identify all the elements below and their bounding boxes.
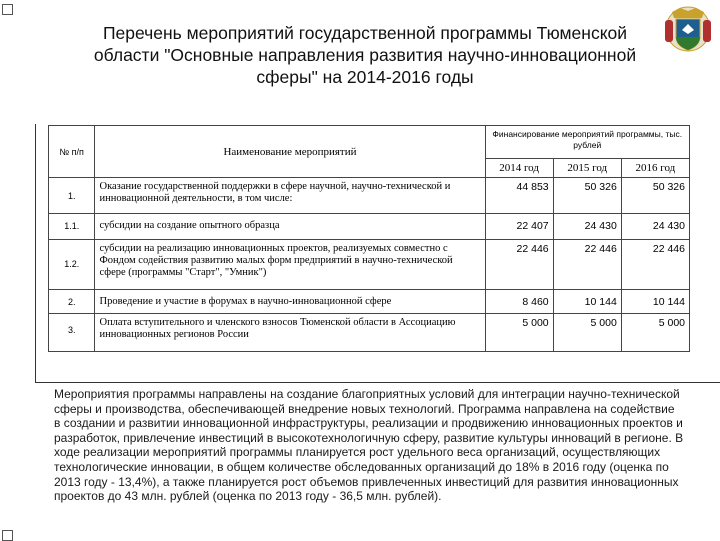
page-title: Перечень мероприятий государственной программы Тюменской области "Основные направления развития научно-инновационной сферы" на 2014-2016 годы <box>93 23 637 87</box>
row-name: субсидии на реализацию инновационных проектов, реализуемых совместно с Фондом содействия развитию малых форм предприятий в научно-технической сфере (программы "Старт", "Умник") <box>95 240 485 290</box>
program-description: Мероприятия программы направлены на создание благоприятных условий для интеграции научно-технической сферы и производства, обеспечивающей внедрение новых технологий. Программа направлена на содействие в создании и развитии инновационной инфраструктуры, реализации и продвижению инновационных проектов и разработок, привлечение инвестиций в высокотехнологичную сферу, развитие культуры инноваций в регионе. В ходе реализации мероприятий программы планируется рост удельного веса организаций, осуществляющих технологические инновации, в общем количестве обследованных организаций до 18% в 2016 году (оценка по 2013 году - 13,4%), а также планируется рост объемов привлеченных инвестиций для развития инновационных проектов до 43 млн. рублей (оценка по 2013 году - 36,5 млн. рублей). <box>54 387 684 504</box>
row-value: 22 446 <box>621 240 689 290</box>
table-row <box>49 214 690 240</box>
slide-bullet-bottom <box>2 530 13 541</box>
row-value: 5 000 <box>553 314 621 352</box>
row-name: Оплата вступительного и членского взносов Тюменской области в Ассоциацию инновационных регионов России <box>95 314 485 352</box>
frame-left-line <box>35 124 36 382</box>
coat-of-arms-icon <box>662 4 714 54</box>
table-header-row <box>49 126 690 159</box>
row-name: субсидии на создание опытного образца <box>95 214 485 240</box>
row-name: Оказание государственной поддержки в сфере научной, научно-технической и инновационной деятельности, в том числе: <box>95 178 485 214</box>
header-num: № п/п <box>49 126 95 178</box>
activities-table <box>48 125 690 352</box>
row-value: 24 430 <box>621 214 689 240</box>
row-num: 1. <box>49 178 95 214</box>
header-year: 2014 год <box>485 159 553 178</box>
frame-bottom-line <box>35 382 720 383</box>
row-value: 10 144 <box>553 290 621 314</box>
row-num: 3. <box>49 314 95 352</box>
row-value: 5 000 <box>485 314 553 352</box>
table-row <box>49 240 690 290</box>
table-row <box>49 314 690 352</box>
row-value: 5 000 <box>621 314 689 352</box>
slide-bullet-top <box>2 4 13 15</box>
row-value: 22 407 <box>485 214 553 240</box>
row-num: 2. <box>49 290 95 314</box>
row-value: 22 446 <box>553 240 621 290</box>
row-name: Проведение и участие в форумах в научно-инновационной сфере <box>95 290 485 314</box>
row-value: 50 326 <box>553 178 621 214</box>
header-year: 2015 год <box>553 159 621 178</box>
row-value: 8 460 <box>485 290 553 314</box>
row-value: 10 144 <box>621 290 689 314</box>
row-value: 24 430 <box>553 214 621 240</box>
row-num: 1.1. <box>49 214 95 240</box>
row-value: 22 446 <box>485 240 553 290</box>
table-row <box>49 290 690 314</box>
row-value: 50 326 <box>621 178 689 214</box>
row-value: 44 853 <box>485 178 553 214</box>
header-name: Наименование мероприятий <box>95 126 485 178</box>
row-num: 1.2. <box>49 240 95 290</box>
table-row <box>49 178 690 214</box>
header-year: 2016 год <box>621 159 689 178</box>
header-funding: Финансирование мероприятий программы, тыс. рублей <box>485 126 689 159</box>
